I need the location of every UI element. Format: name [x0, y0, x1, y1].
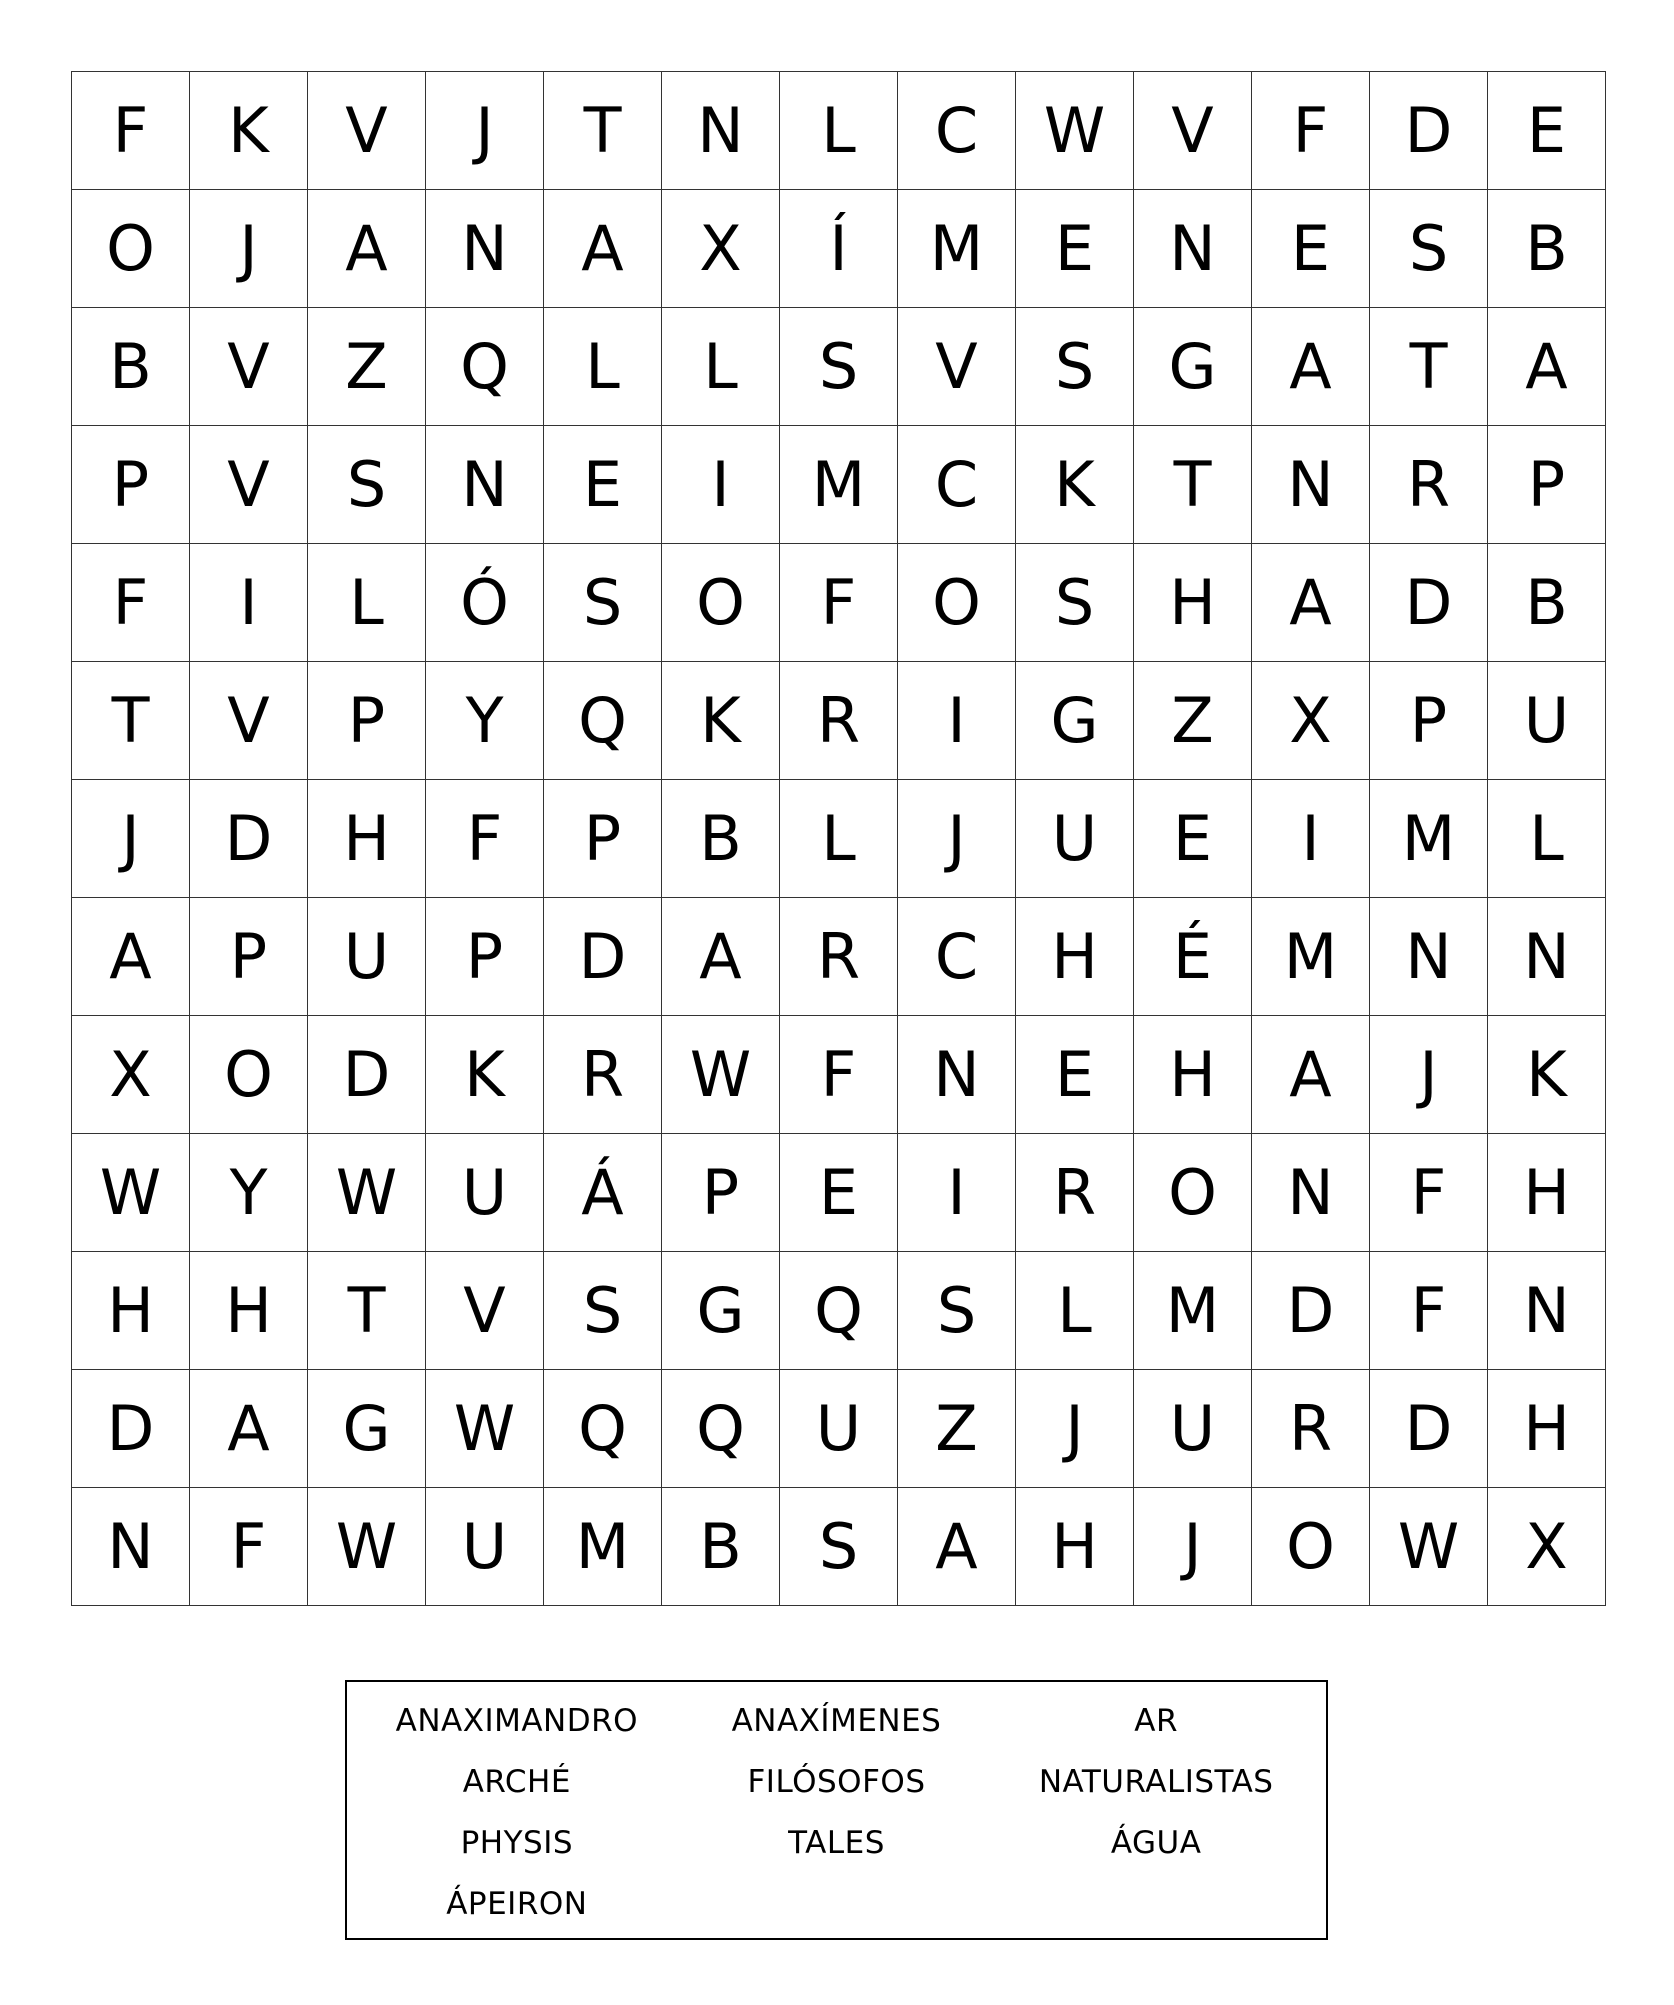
grid-cell[interactable]: B	[72, 308, 190, 426]
grid-cell[interactable]: Q	[426, 308, 544, 426]
grid-cell[interactable]: Y	[190, 1134, 308, 1252]
grid-cell[interactable]: K	[426, 1016, 544, 1134]
grid-cell[interactable]: J	[72, 780, 190, 898]
grid-cell[interactable]: N	[1488, 1252, 1606, 1370]
grid-cell[interactable]: I	[1252, 780, 1370, 898]
grid-cell[interactable]: H	[1016, 898, 1134, 1016]
grid-cell[interactable]: Í	[780, 190, 898, 308]
grid-cell[interactable]: U	[426, 1134, 544, 1252]
grid-cell[interactable]: C	[898, 898, 1016, 1016]
grid-cell[interactable]: J	[190, 190, 308, 308]
grid-cell[interactable]: E	[1016, 190, 1134, 308]
grid-cell[interactable]: B	[662, 780, 780, 898]
grid-cell[interactable]: B	[1488, 190, 1606, 308]
grid-cell[interactable]: G	[1016, 662, 1134, 780]
grid-cell[interactable]: V	[426, 1252, 544, 1370]
grid-cell[interactable]: J	[426, 72, 544, 190]
word-list-item: FILÓSOFOS	[747, 1764, 926, 1800]
grid-cell[interactable]: Z	[898, 1370, 1016, 1488]
grid-cell[interactable]: É	[1134, 898, 1252, 1016]
grid-cell[interactable]: D	[72, 1370, 190, 1488]
grid-cell[interactable]: L	[780, 72, 898, 190]
grid-cell[interactable]: U	[308, 898, 426, 1016]
grid-cell[interactable]: O	[662, 544, 780, 662]
grid-cell[interactable]: M	[780, 426, 898, 544]
grid-cell[interactable]: P	[190, 898, 308, 1016]
grid-cell[interactable]: R	[780, 662, 898, 780]
grid-cell[interactable]: L	[308, 544, 426, 662]
grid-cell[interactable]: B	[662, 1488, 780, 1606]
grid-cell[interactable]: Q	[544, 1370, 662, 1488]
word-list-item: ANAXIMANDRO	[395, 1703, 639, 1739]
word-list-item: AR	[1134, 1703, 1179, 1739]
grid-cell[interactable]: I	[190, 544, 308, 662]
grid-cell[interactable]: O	[1134, 1134, 1252, 1252]
grid-cell[interactable]: R	[1016, 1134, 1134, 1252]
grid-cell[interactable]: D	[308, 1016, 426, 1134]
grid-cell[interactable]: A	[190, 1370, 308, 1488]
grid-cell[interactable]: F	[1252, 72, 1370, 190]
grid-cell[interactable]: Z	[308, 308, 426, 426]
grid-cell[interactable]: A	[72, 898, 190, 1016]
grid-cell[interactable]: V	[190, 662, 308, 780]
grid-cell[interactable]: K	[662, 662, 780, 780]
grid-cell[interactable]: R	[780, 898, 898, 1016]
word-list-box	[345, 1680, 1328, 1940]
grid-cell[interactable]: J	[1370, 1016, 1488, 1134]
grid-cell[interactable]: C	[898, 72, 1016, 190]
grid-cell[interactable]: K	[1488, 1016, 1606, 1134]
word-list	[357, 1700, 1316, 1925]
grid-cell[interactable]: N	[1488, 898, 1606, 1016]
grid-cell[interactable]: J	[1016, 1370, 1134, 1488]
grid-cell[interactable]: R	[1370, 426, 1488, 544]
grid-cell[interactable]: L	[662, 308, 780, 426]
grid-cell[interactable]: H	[1488, 1370, 1606, 1488]
grid-cell[interactable]: S	[780, 308, 898, 426]
grid-cell[interactable]: V	[1134, 72, 1252, 190]
grid-cell[interactable]: E	[1488, 72, 1606, 190]
grid-cell[interactable]: O	[1252, 1488, 1370, 1606]
word-list-item: ÁPEIRON	[446, 1886, 588, 1922]
grid-cell[interactable]: T	[544, 72, 662, 190]
word-list-item: ANAXÍMENES	[731, 1703, 942, 1739]
grid-cell[interactable]: R	[1252, 1370, 1370, 1488]
grid-cell[interactable]: U	[1134, 1370, 1252, 1488]
grid-cell[interactable]: T	[308, 1252, 426, 1370]
grid-cell[interactable]: T	[1134, 426, 1252, 544]
grid-cell[interactable]: D	[190, 780, 308, 898]
grid-cell[interactable]: N	[426, 190, 544, 308]
grid-cell[interactable]: U	[426, 1488, 544, 1606]
grid-cell[interactable]: W	[662, 1016, 780, 1134]
grid-cell[interactable]: J	[898, 780, 1016, 898]
grid-cell[interactable]: A	[544, 190, 662, 308]
grid-cell[interactable]: I	[898, 1134, 1016, 1252]
word-list-item: ÁGUA	[1110, 1825, 1202, 1861]
grid-cell[interactable]: B	[1488, 544, 1606, 662]
word-list-item: ARCHÉ	[462, 1764, 571, 1800]
grid-cell[interactable]: N	[898, 1016, 1016, 1134]
grid-cell[interactable]: O	[72, 190, 190, 308]
grid-cell[interactable]: H	[1488, 1134, 1606, 1252]
grid-cell[interactable]: S	[1016, 308, 1134, 426]
grid-cell[interactable]: S	[898, 1252, 1016, 1370]
grid-cell[interactable]: U	[1488, 662, 1606, 780]
grid-cell[interactable]: A	[898, 1488, 1016, 1606]
grid-cell[interactable]: K	[190, 72, 308, 190]
grid-cell[interactable]: A	[662, 898, 780, 1016]
grid-cell[interactable]: W	[1370, 1488, 1488, 1606]
grid-cell[interactable]: V	[898, 308, 1016, 426]
word-list-item: TALES	[788, 1825, 885, 1861]
grid-cell[interactable]: A	[1252, 1016, 1370, 1134]
grid-cell[interactable]: H	[72, 1252, 190, 1370]
grid-cell[interactable]: C	[898, 426, 1016, 544]
grid-cell[interactable]: P	[1488, 426, 1606, 544]
grid-cell[interactable]: P	[662, 1134, 780, 1252]
grid-cell[interactable]: J	[1134, 1488, 1252, 1606]
grid-cell[interactable]: H	[1134, 1016, 1252, 1134]
letter-grid	[71, 71, 1606, 1606]
grid-cell[interactable]: F	[426, 780, 544, 898]
grid-cell[interactable]: W	[426, 1370, 544, 1488]
grid-cell[interactable]: E	[780, 1134, 898, 1252]
grid-cell[interactable]: S	[1370, 190, 1488, 308]
grid-cell[interactable]: D	[1370, 544, 1488, 662]
grid-cell[interactable]: V	[308, 72, 426, 190]
grid-cell[interactable]: X	[1252, 662, 1370, 780]
grid-cell[interactable]: E	[1252, 190, 1370, 308]
grid-cell[interactable]: N	[662, 72, 780, 190]
grid-cell[interactable]: X	[1488, 1488, 1606, 1606]
grid-cell[interactable]: O	[190, 1016, 308, 1134]
grid-cell[interactable]: H	[190, 1252, 308, 1370]
grid-cell[interactable]: A	[1488, 308, 1606, 426]
grid-cell[interactable]: W	[1016, 72, 1134, 190]
word-list-item: PHYSIS	[460, 1825, 574, 1861]
grid-cell[interactable]: V	[190, 426, 308, 544]
grid-cell[interactable]: L	[544, 308, 662, 426]
grid-cell[interactable]: S	[308, 426, 426, 544]
grid-cell[interactable]: O	[898, 544, 1016, 662]
grid-cell[interactable]: I	[898, 662, 1016, 780]
grid-cell[interactable]: Q	[544, 662, 662, 780]
grid-cell[interactable]: P	[1370, 662, 1488, 780]
grid-cell[interactable]: S	[1016, 544, 1134, 662]
grid-cell[interactable]: F	[780, 1016, 898, 1134]
grid-cell[interactable]: N	[1370, 898, 1488, 1016]
grid-cell[interactable]: F	[190, 1488, 308, 1606]
grid-cell[interactable]: Á	[544, 1134, 662, 1252]
grid-cell[interactable]: G	[1134, 308, 1252, 426]
grid-cell[interactable]: N	[1252, 426, 1370, 544]
grid-cell[interactable]: N	[72, 1488, 190, 1606]
grid-cell[interactable]: W	[308, 1134, 426, 1252]
grid-cell[interactable]: X	[662, 190, 780, 308]
grid-cell[interactable]: H	[1134, 544, 1252, 662]
grid-cell[interactable]: M	[1370, 780, 1488, 898]
grid-cell[interactable]: N	[426, 426, 544, 544]
grid-cell[interactable]: M	[1252, 898, 1370, 1016]
grid-cell[interactable]: A	[1252, 544, 1370, 662]
grid-cell[interactable]: Ó	[426, 544, 544, 662]
grid-cell[interactable]: Q	[780, 1252, 898, 1370]
grid-cell[interactable]: S	[544, 1252, 662, 1370]
grid-cell[interactable]: L	[1488, 780, 1606, 898]
grid-cell[interactable]: T	[72, 662, 190, 780]
grid-cell[interactable]: F	[780, 544, 898, 662]
grid-cell[interactable]: D	[1370, 72, 1488, 190]
grid-cell[interactable]: D	[544, 898, 662, 1016]
grid-cell[interactable]: V	[190, 308, 308, 426]
grid-cell[interactable]: W	[308, 1488, 426, 1606]
grid-cell[interactable]: N	[1134, 190, 1252, 308]
grid-cell[interactable]: E	[544, 426, 662, 544]
grid-cell[interactable]: P	[72, 426, 190, 544]
grid-cell[interactable]: E	[1134, 780, 1252, 898]
grid-cell[interactable]: X	[72, 1016, 190, 1134]
grid-cell[interactable]: S	[780, 1488, 898, 1606]
grid-cell[interactable]: Y	[426, 662, 544, 780]
grid-cell[interactable]: U	[1016, 780, 1134, 898]
grid-cell[interactable]: N	[1252, 1134, 1370, 1252]
grid-cell[interactable]: H	[308, 780, 426, 898]
grid-cell[interactable]: D	[1252, 1252, 1370, 1370]
word-list-item: NATURALISTAS	[1038, 1764, 1274, 1800]
grid-cell[interactable]: F	[1370, 1252, 1488, 1370]
grid-cell[interactable]: G	[308, 1370, 426, 1488]
grid-cell[interactable]: M	[898, 190, 1016, 308]
grid-cell[interactable]: P	[544, 780, 662, 898]
grid-cell[interactable]: F	[72, 72, 190, 190]
grid-cell[interactable]: F	[72, 544, 190, 662]
grid-cell[interactable]: A	[1252, 308, 1370, 426]
grid-cell[interactable]: E	[1016, 1016, 1134, 1134]
grid-cell[interactable]: Z	[1134, 662, 1252, 780]
grid-cell[interactable]: S	[544, 544, 662, 662]
grid-cell[interactable]: U	[780, 1370, 898, 1488]
grid-cell[interactable]: K	[1016, 426, 1134, 544]
grid-cell[interactable]: A	[308, 190, 426, 308]
grid-cell[interactable]: L	[780, 780, 898, 898]
grid-cell[interactable]: H	[1016, 1488, 1134, 1606]
grid-cell[interactable]: P	[426, 898, 544, 1016]
grid-cell[interactable]: G	[662, 1252, 780, 1370]
grid-cell[interactable]: M	[544, 1488, 662, 1606]
grid-cell[interactable]: L	[1016, 1252, 1134, 1370]
grid-cell[interactable]: W	[72, 1134, 190, 1252]
grid-cell[interactable]: R	[544, 1016, 662, 1134]
grid-cell[interactable]: D	[1370, 1370, 1488, 1488]
grid-cell[interactable]: Q	[662, 1370, 780, 1488]
grid-cell[interactable]: P	[308, 662, 426, 780]
grid-cell[interactable]: M	[1134, 1252, 1252, 1370]
grid-cell[interactable]: F	[1370, 1134, 1488, 1252]
grid-cell[interactable]: T	[1370, 308, 1488, 426]
grid-cell[interactable]: I	[662, 426, 780, 544]
